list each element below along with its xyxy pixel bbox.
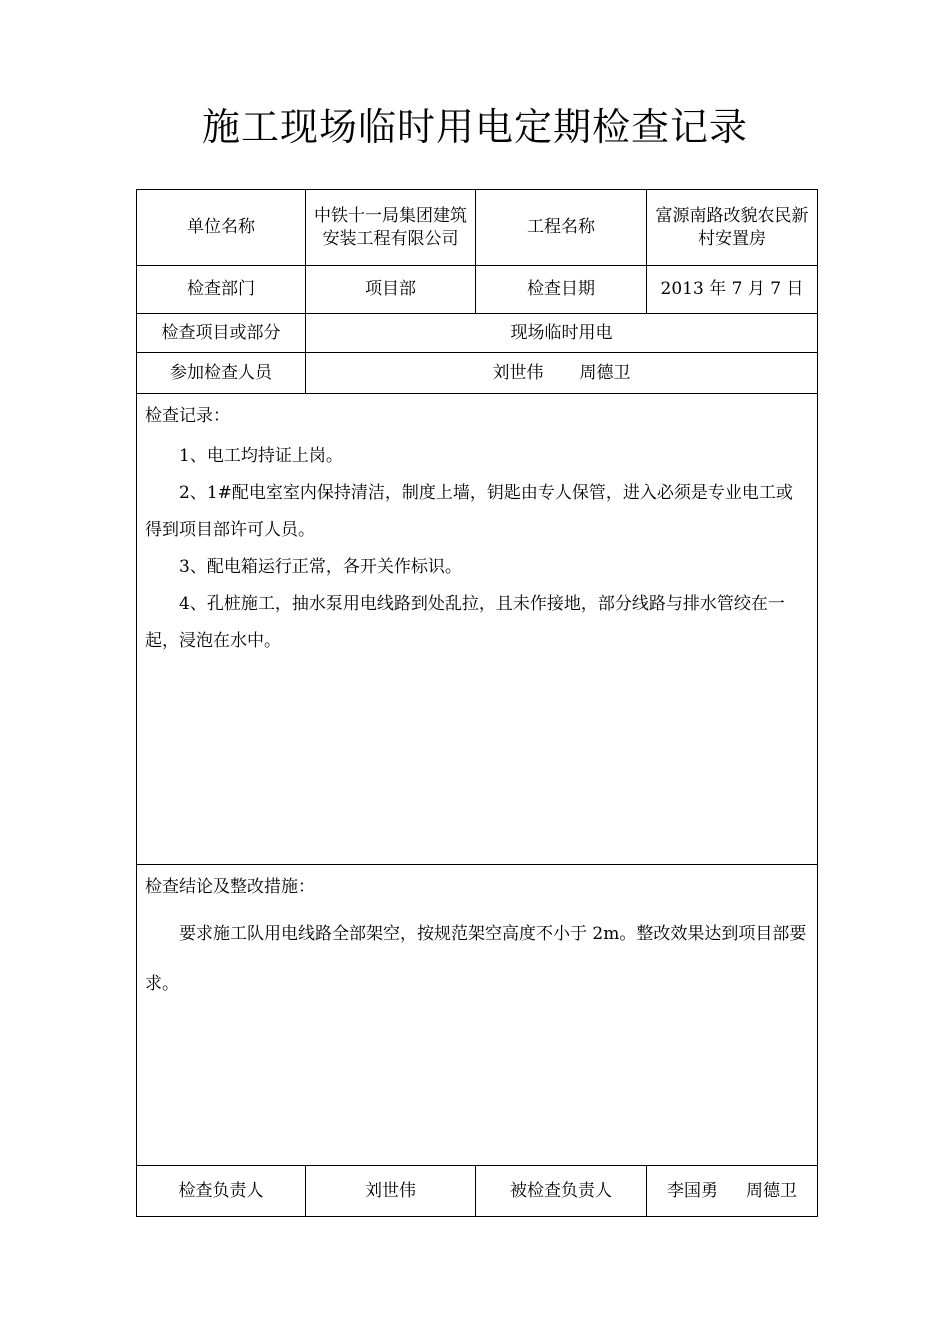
conclusion-text: 要求施工队用电线路全部架空，按规范架空高度不小于 2m。整改效果达到项目部要求。 (145, 924, 807, 994)
record-item: 2、1#配电室室内保持清洁，制度上墙，钥匙由专人保管，进入必须是专业电工或得到项目部许可人员。 (145, 483, 793, 540)
form-row-dept (137, 266, 818, 314)
participant-name: 周德卫 (579, 362, 631, 383)
inspected-label: 被检查负责人 (476, 1166, 647, 1217)
record-item: 1、电工均持证上岗。 (179, 446, 343, 466)
form-row-signoff (137, 1166, 818, 1217)
date-label: 检查日期 (476, 266, 647, 314)
people-value (306, 353, 818, 394)
dept-value: 项目部 (306, 266, 476, 314)
project-label: 工程名称 (476, 190, 647, 266)
participant-name: 刘世伟 (492, 362, 544, 383)
inspector-label: 检查负责人 (137, 1166, 306, 1217)
unit-label: 单位名称 (137, 190, 306, 266)
form-row-unit (137, 190, 818, 266)
conclusion-heading: 检查结论及整改措施： (145, 877, 315, 897)
inspection-form-table (136, 189, 818, 1217)
form-row-item (137, 314, 818, 353)
date-value: 2013 年 7 月 7 日 (647, 266, 818, 314)
form-row-people (137, 353, 818, 394)
inspected-name: 李国勇 (667, 1180, 718, 1201)
inspected-value (647, 1166, 818, 1217)
item-label: 检查项目或部分 (137, 314, 306, 353)
inspected-name: 周德卫 (746, 1180, 797, 1201)
record-item: 3、配电箱运行正常，各开关作标识。 (179, 557, 462, 577)
inspector-value: 刘世伟 (306, 1166, 476, 1217)
form-row-conclusion (137, 865, 818, 1166)
unit-value: 中铁十一局集团建筑安装工程有限公司 (306, 190, 476, 266)
project-value: 富源南路改貌农民新村安置房 (647, 190, 818, 266)
people-label: 参加检查人员 (137, 353, 306, 394)
item-value: 现场临时用电 (306, 314, 818, 353)
record-item: 4、孔桩施工，抽水泵用电线路到处乱拉，且未作接地，部分线路与排水管绞在一起，浸泡在水中。 (145, 594, 785, 651)
form-row-record (137, 394, 818, 865)
document-title: 施工现场临时用电定期检查记录 (201, 105, 748, 149)
record-heading: 检查记录： (145, 406, 230, 426)
conclusion-block (137, 865, 818, 1166)
dept-label: 检查部门 (137, 266, 306, 314)
record-block (137, 394, 818, 865)
